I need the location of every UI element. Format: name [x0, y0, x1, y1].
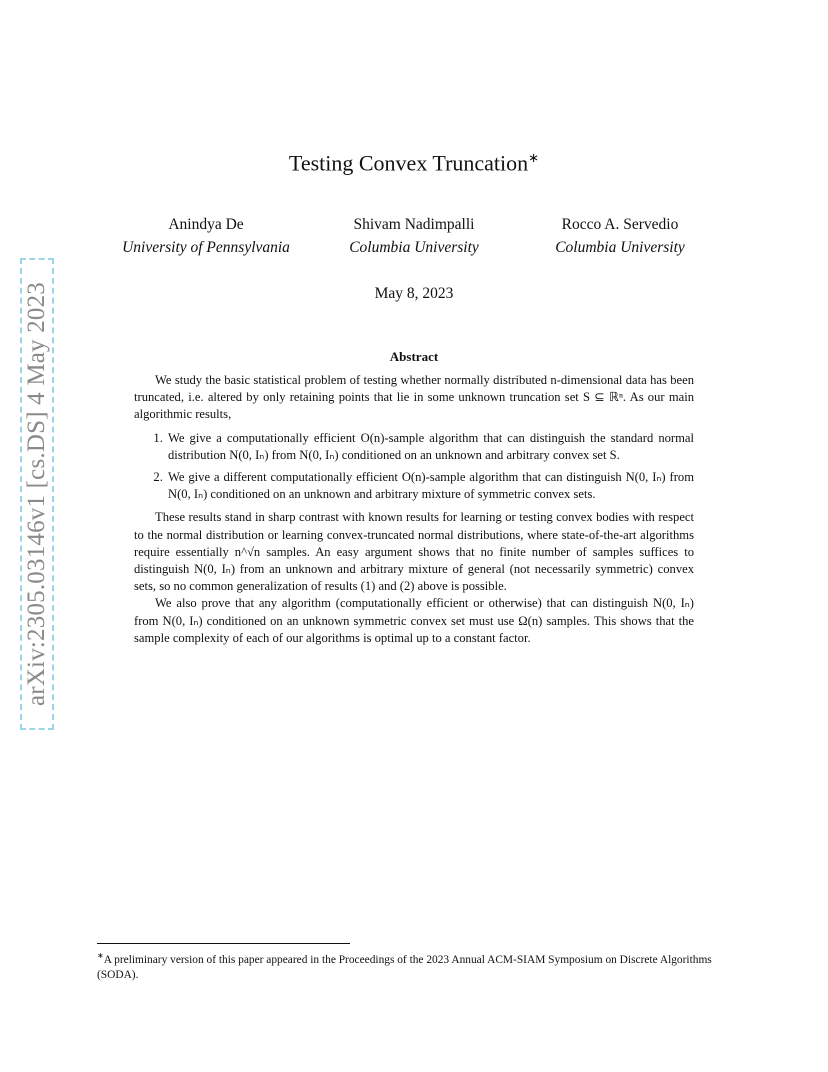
result-item-2: 2. We give a different computationally efficient O(n)-sample algorithm that can distinguish N(0, Iₙ) from N(0, Iₙ) conditioned on an unknown and arbitrary mixture of symmetric convex sets.: [166, 469, 694, 503]
abstract-paragraph-3: We also prove that any algorithm (computationally efficient or otherwise) that can distinguish N(0, Iₙ) from N(0, Iₙ) conditioned on an unknown symmetric convex set must use Ω(n) samples. This shows that the sample complexity of each of our algorithms is optimal up to a constant factor.: [134, 596, 694, 645]
results-list: [134, 430, 694, 504]
author-affiliation: Columbia University: [555, 239, 685, 256]
paper-title: [0, 150, 828, 176]
author-name: Anindya De: [168, 216, 244, 233]
footnote-mark: ∗: [97, 951, 104, 960]
author-3: [540, 213, 700, 259]
paper-date: May 8, 2023: [374, 285, 454, 302]
abstract-heading: Abstract: [389, 349, 439, 364]
author-2: [330, 213, 498, 259]
footnote-rule: [97, 943, 350, 944]
abstract-body: [134, 372, 694, 647]
author-name: Shivam Nadimpalli: [353, 216, 475, 233]
result-item-1: 1. We give a computationally efficient O(n)-sample algorithm that can distinguish the standard normal distribution N(0, Iₙ) from N(0, Iₙ) conditioned on an unknown and arbitrary convex set S.: [166, 430, 694, 464]
abstract-paragraph-1: We study the basic statistical problem of testing whether normally distributed n-dimensional data has been truncated, i.e. altered by only retaining points that lie in some unknown truncation set S ⊆ ℝⁿ. As our main algorithmic results,: [134, 373, 694, 422]
author-name: Rocco A. Servedio: [561, 216, 679, 233]
author-affiliation: Columbia University: [349, 239, 479, 256]
arxiv-id: arXiv:2305.03146v1 [cs.DS] 4 May 2023: [23, 281, 50, 707]
abstract-paragraph-2: These results stand in sharp contrast with known results for learning or testing convex bodies with respect to the normal distribution or learning convex-truncated normal distributions, where state-of-the-art algorithms require essentially n^√n samples. An easy argument shows that no finite number of samples suffices to distinguish N(0, Iₙ) from an unknown and arbitrary mixture of general (not necessarily symmetric) convex sets, so no common generalization of results (1) and (2) above is possible.: [134, 510, 694, 594]
author-affiliation: University of Pennsylvania: [122, 239, 290, 256]
footnote: [97, 948, 733, 984]
arxiv-stamp: [20, 258, 54, 730]
title-text: Testing Convex Truncation: [288, 150, 529, 176]
author-1: [108, 213, 304, 259]
title-footnote-mark: ∗: [528, 150, 540, 165]
footnote-text: A preliminary version of this paper appeared in the Proceedings of the 2023 Annual ACM-SIAM Symposium on Discrete Algorithms (SODA).: [97, 953, 712, 982]
